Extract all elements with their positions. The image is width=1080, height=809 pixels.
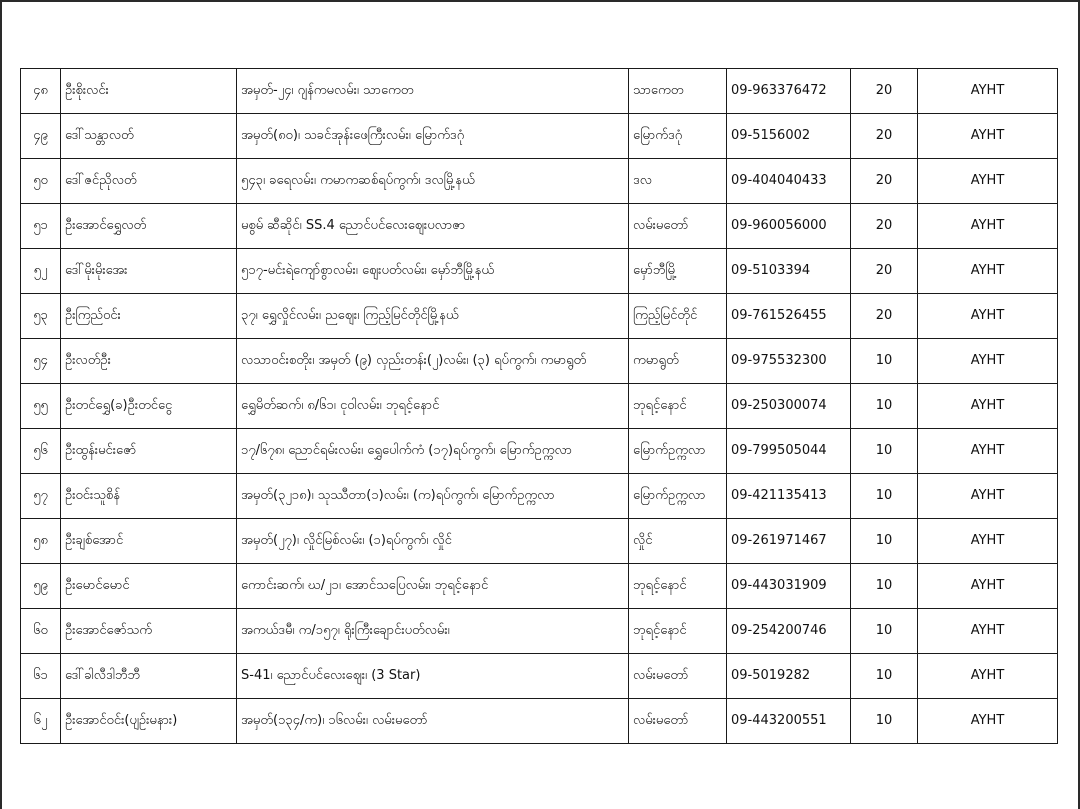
address-cell: အမှတ်(၈၀)၊ သခင်အုန်းဖေကြီးလမ်း၊ မြောက်ဒဂုံ (237, 114, 629, 159)
address-cell: အကယ်ဒမီ၊ က/၁၅၇၊ ရိုးကြီးချောင်းပတ်လမ်း၊ (237, 609, 629, 654)
address-cell: ၃၇၊ ရွှေလှိုင်လမ်း၊ ညဈေး၊ ကြည့်မြင်တိုင်မြို့နယ် (237, 294, 629, 339)
phone-number-cell: 09-960056000 (727, 204, 851, 249)
township-cell: ကြည့်မြင်တိုင် (629, 294, 727, 339)
person-name-cell: ဦးချစ်အောင် (61, 519, 237, 564)
phone-number-cell: 09-975532300 (727, 339, 851, 384)
township-cell: ဘုရင့်နောင် (629, 564, 727, 609)
person-name-cell: ဒေါ်သန္တာလတ် (61, 114, 237, 159)
table-row (21, 294, 1058, 339)
phone-number-cell: 09-5156002 (727, 114, 851, 159)
quantity-cell: 10 (851, 384, 918, 429)
row-number-cell: ၅၃ (21, 294, 61, 339)
township-cell: မြောက်ဥက္ကလာ (629, 429, 727, 474)
phone-number-cell: 09-443031909 (727, 564, 851, 609)
person-name-cell: ဒေါ်ခါလီဒါဘီဘီ (61, 654, 237, 699)
code-cell: AYHT (918, 114, 1058, 159)
code-cell: AYHT (918, 654, 1058, 699)
row-number-cell: ၆၀ (21, 609, 61, 654)
table-row (21, 564, 1058, 609)
phone-number-cell: 09-254200746 (727, 609, 851, 654)
row-number-cell: ၄၈ (21, 69, 61, 114)
address-cell: အမှတ်-၂၄၊ ဂျန်ကမလမ်း၊ သာကေတ (237, 69, 629, 114)
row-number-cell: ၅၆ (21, 429, 61, 474)
code-cell: AYHT (918, 339, 1058, 384)
township-cell: မြောက်ဒဂုံ (629, 114, 727, 159)
table-row (21, 69, 1058, 114)
quantity-cell: 10 (851, 429, 918, 474)
row-number-cell: ၅၈ (21, 519, 61, 564)
row-number-cell: ၆၁ (21, 654, 61, 699)
code-cell: AYHT (918, 69, 1058, 114)
address-cell: လသာဝင်းစတိုး၊ အမှတ် (၉) လှည်းတန်း(၂)လမ်း၊ (၃) ရပ်ကွက်၊ ကမာရွတ် (237, 339, 629, 384)
quantity-cell: 20 (851, 294, 918, 339)
table-row (21, 429, 1058, 474)
code-cell: AYHT (918, 519, 1058, 564)
table-row (21, 699, 1058, 744)
phone-number-cell: 09-5019282 (727, 654, 851, 699)
phone-number-cell: 09-250300074 (727, 384, 851, 429)
quantity-cell: 10 (851, 474, 918, 519)
row-number-cell: ၅၂ (21, 249, 61, 294)
table-row (21, 384, 1058, 429)
township-cell: ဒလ (629, 159, 727, 204)
row-number-cell: ၅၅ (21, 384, 61, 429)
row-number-cell: ၆၂ (21, 699, 61, 744)
quantity-cell: 10 (851, 339, 918, 384)
code-cell: AYHT (918, 204, 1058, 249)
phone-number-cell: 09-963376472 (727, 69, 851, 114)
quantity-cell: 10 (851, 609, 918, 654)
row-number-cell: ၅၀ (21, 159, 61, 204)
table-row (21, 159, 1058, 204)
township-cell: သာကေတ (629, 69, 727, 114)
row-number-cell: ၅၉ (21, 564, 61, 609)
person-name-cell: ဦးတင်ရွှေ(ခ)ဦးတင်ငွေ (61, 384, 237, 429)
quantity-cell: 20 (851, 204, 918, 249)
table-row (21, 474, 1058, 519)
person-name-cell: ဦးအောင်ရွှေလတ် (61, 204, 237, 249)
row-number-cell: ၅၁ (21, 204, 61, 249)
person-name-cell: ဦးမောင်မောင် (61, 564, 237, 609)
address-cell: အမှတ်(၃၂၁၈)၊ သုဿီတာ(၁)လမ်း၊ (က)ရပ်ကွက်၊ မြောက်ဥက္ကလာ (237, 474, 629, 519)
address-cell: အမှတ်(၂၇)၊ လှိုင်မြစ်လမ်း၊ (၁)ရပ်ကွက်၊ လှိုင် (237, 519, 629, 564)
code-cell: AYHT (918, 384, 1058, 429)
contact-table (20, 68, 1058, 744)
quantity-cell: 20 (851, 114, 918, 159)
township-cell: ဘုရင့်နောင် (629, 384, 727, 429)
table-row (21, 339, 1058, 384)
quantity-cell: 20 (851, 249, 918, 294)
quantity-cell: 10 (851, 699, 918, 744)
address-cell: ၁၇/၆၇၈၊ ညောင်ရမ်းလမ်း၊ ရွှေပေါက်ကံ (၁၇)ရပ်ကွက်၊ မြောက်ဥက္ကလာ (237, 429, 629, 474)
code-cell: AYHT (918, 429, 1058, 474)
quantity-cell: 20 (851, 159, 918, 204)
address-cell: ရွှေမိတ်ဆက်၊ ၈/၆၁၊ ငုဝါလမ်း၊ ဘုရင့်နောင် (237, 384, 629, 429)
township-cell: မြောက်ဥက္ကလာ (629, 474, 727, 519)
township-cell: လမ်းမတော် (629, 699, 727, 744)
township-cell: ဘုရင့်နောင် (629, 609, 727, 654)
code-cell: AYHT (918, 699, 1058, 744)
table-row (21, 519, 1058, 564)
phone-number-cell: 09-261971467 (727, 519, 851, 564)
phone-number-cell: 09-799505044 (727, 429, 851, 474)
phone-number-cell: 09-761526455 (727, 294, 851, 339)
table-body (21, 69, 1058, 744)
person-name-cell: ဦးကြည်ဝင်း (61, 294, 237, 339)
person-name-cell: ဦးအောင်ဇော်သက် (61, 609, 237, 654)
person-name-cell: ဦးလတ်ဦး (61, 339, 237, 384)
address-cell: S-41၊ ညောင်ပင်လေးဈေး၊ (3 Star) (237, 654, 629, 699)
quantity-cell: 20 (851, 69, 918, 114)
township-cell: လမ်းမတော် (629, 204, 727, 249)
address-cell: မစွမ် ဆီဆိုင်၊ SS.4 ညောင်ပင်လေးဈေးပလာဇာ (237, 204, 629, 249)
person-name-cell: ဦးစိုးလင်း (61, 69, 237, 114)
phone-number-cell: 09-421135413 (727, 474, 851, 519)
township-cell: ကမာရွတ် (629, 339, 727, 384)
township-cell: လမ်းမတော် (629, 654, 727, 699)
code-cell: AYHT (918, 474, 1058, 519)
township-cell: မှော်ဘီမြို့ (629, 249, 727, 294)
table-row (21, 204, 1058, 249)
table-row (21, 249, 1058, 294)
code-cell: AYHT (918, 294, 1058, 339)
person-name-cell: ဒေါ်မိုးမိုးအေး (61, 249, 237, 294)
table-row (21, 114, 1058, 159)
page-edge-left (0, 0, 2, 809)
phone-number-cell: 09-404040433 (727, 159, 851, 204)
person-name-cell: ဒေါ်ဇင်ညိုလတ် (61, 159, 237, 204)
code-cell: AYHT (918, 564, 1058, 609)
person-name-cell: ဦးထွန်းမင်းဇော် (61, 429, 237, 474)
person-name-cell: ဦးအောင်ဝင်း(ပျဉ်းမနား) (61, 699, 237, 744)
person-name-cell: ဦးဝင်းသူစိန် (61, 474, 237, 519)
address-cell: ၅၄၃၊ ခရေလမ်း၊ ကမာကဆစ်ရပ်ကွက်၊ ဒလမြို့နယ် (237, 159, 629, 204)
page-edge-top (0, 0, 1080, 2)
address-cell: အမှတ်(၁၃၄/က)၊ ၁၆လမ်း၊ လမ်းမတော် (237, 699, 629, 744)
quantity-cell: 10 (851, 564, 918, 609)
phone-number-cell: 09-443200551 (727, 699, 851, 744)
address-cell: ၅၁၇-မင်းရဲကျော်စွာလမ်း၊ ဈေးပတ်လမ်း၊ မှော်ဘီမြို့နယ် (237, 249, 629, 294)
row-number-cell: ၅၄ (21, 339, 61, 384)
table-row (21, 654, 1058, 699)
row-number-cell: ၅၇ (21, 474, 61, 519)
quantity-cell: 10 (851, 519, 918, 564)
phone-number-cell: 09-5103394 (727, 249, 851, 294)
row-number-cell: ၄၉ (21, 114, 61, 159)
quantity-cell: 10 (851, 654, 918, 699)
table-row (21, 609, 1058, 654)
code-cell: AYHT (918, 159, 1058, 204)
code-cell: AYHT (918, 249, 1058, 294)
address-cell: ကောင်းဆက်၊ ဃ/၂၁၊ အောင်သပြေလမ်း၊ ဘုရင့်နောင် (237, 564, 629, 609)
township-cell: လှိုင် (629, 519, 727, 564)
code-cell: AYHT (918, 609, 1058, 654)
